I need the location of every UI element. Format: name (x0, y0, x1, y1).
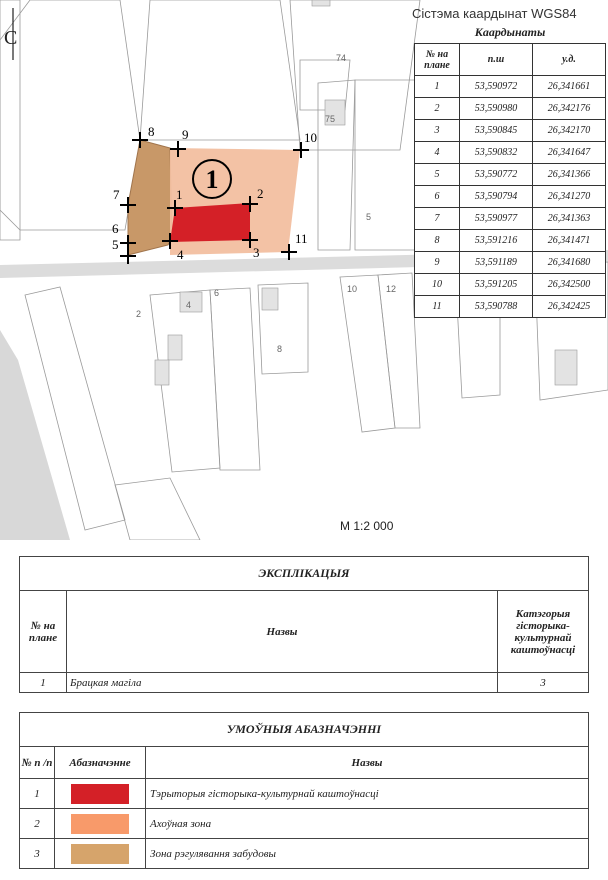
building (168, 335, 182, 360)
street-number: 5 (366, 212, 372, 222)
coord-lon: 26,341363 (533, 208, 606, 230)
building (262, 288, 278, 310)
legend-swatch (71, 784, 129, 804)
explication-title: ЭКСПЛІКАЦЫЯ (20, 557, 589, 591)
coord-lat: 53,590972 (460, 76, 533, 98)
expl-header-number: № на плане (20, 591, 67, 673)
map-scale: М 1:2 000 (340, 519, 394, 533)
coord-lat: 53,590788 (460, 296, 533, 318)
legend-title: УМОЎНЫЯ АБАЗНАЧЭННІ (20, 713, 589, 747)
legend-header-name: Назвы (146, 747, 589, 779)
coord-row (415, 252, 606, 274)
coord-lat: 53,590977 (460, 208, 533, 230)
street-number: 10 (347, 284, 358, 294)
coord-lat: 53,590832 (460, 142, 533, 164)
point-label: 10 (304, 130, 317, 145)
coord-number: 11 (415, 296, 460, 318)
coord-lat: 53,590845 (460, 120, 533, 142)
legend-header-symbol: Абазначэнне (55, 747, 146, 779)
explication-table (19, 556, 589, 693)
coord-row (415, 230, 606, 252)
coord-lat: 53,591205 (460, 274, 533, 296)
svg-text:С: С (4, 27, 18, 49)
coord-lat: 53,590794 (460, 186, 533, 208)
coord-lat: 53,590980 (460, 98, 533, 120)
legend-name: Ахоўная зона (146, 809, 589, 839)
legend-number: 3 (20, 839, 55, 869)
coord-lon: 26,342170 (533, 120, 606, 142)
street-number: 6 (214, 288, 220, 298)
legend-name: Тэрыторыя гісторыка-культурнай каштоўнасці (146, 779, 589, 809)
legend-symbol (55, 779, 146, 809)
point-label: 1 (176, 187, 183, 202)
legend-header-number: № п /п (20, 747, 55, 779)
col-header-lon: у.д. (533, 44, 606, 76)
legend-symbol (55, 809, 146, 839)
col-header-number: № на плане (415, 44, 460, 76)
point-label: 3 (253, 245, 260, 260)
coord-row (415, 142, 606, 164)
point-label: 11 (295, 231, 308, 246)
coord-lat: 53,591216 (460, 230, 533, 252)
legend-symbol (55, 839, 146, 869)
legend-number: 2 (20, 809, 55, 839)
point-label: 8 (148, 124, 155, 139)
street-number: 74 (336, 53, 347, 63)
point-label: 2 (257, 186, 264, 201)
coord-number: 5 (415, 164, 460, 186)
col-header-lat: п.ш (460, 44, 533, 76)
coord-lat: 53,591189 (460, 252, 533, 274)
point-label: 7 (113, 187, 120, 202)
coord-number: 2 (415, 98, 460, 120)
expl-row-name: Брацкая магіла (67, 673, 498, 693)
coord-number: 3 (415, 120, 460, 142)
coord-number: 10 (415, 274, 460, 296)
building (312, 0, 330, 6)
coord-lon: 26,341661 (533, 76, 606, 98)
coord-lon: 26,341366 (533, 164, 606, 186)
legend-row (20, 809, 589, 839)
coord-number: 7 (415, 208, 460, 230)
street-number: 4 (186, 300, 192, 310)
point-label: 6 (112, 221, 119, 236)
expl-header-category: Катэгорыя гісторыка-культурнай каштоўнасці (498, 591, 589, 673)
point-label: 5 (112, 237, 119, 252)
coord-number: 4 (415, 142, 460, 164)
street-number: 12 (386, 284, 397, 294)
coord-row (415, 296, 606, 318)
coord-lon: 26,342500 (533, 274, 606, 296)
coord-row (415, 164, 606, 186)
coord-row (415, 76, 606, 98)
coord-row (415, 208, 606, 230)
coordinates-title: Каардынаты (474, 25, 546, 39)
legend-swatch (71, 844, 129, 864)
coord-lon: 26,341471 (533, 230, 606, 252)
legend-row (20, 779, 589, 809)
coord-row (415, 120, 606, 142)
building (155, 360, 169, 385)
point-label: 4 (177, 247, 184, 262)
legend-table (19, 712, 589, 869)
coord-lon: 26,341647 (533, 142, 606, 164)
coord-number: 6 (415, 186, 460, 208)
expl-row-number: 1 (20, 673, 67, 693)
coord-row (415, 98, 606, 120)
legend-number: 1 (20, 779, 55, 809)
street-number: 8 (277, 344, 283, 354)
coord-row (415, 274, 606, 296)
coordinate-system-label: Сістэма каардынат WGS84 (412, 6, 577, 21)
expl-header-name: Назвы (67, 591, 498, 673)
street-number: 2 (136, 309, 142, 319)
coord-lon: 26,342176 (533, 98, 606, 120)
coordinates-table (414, 43, 606, 318)
coord-number: 8 (415, 230, 460, 252)
point-label: 9 (182, 127, 189, 142)
legend-name: Зона рэгулявання забудовы (146, 839, 589, 869)
legend-swatch (71, 814, 129, 834)
coord-lat: 53,590772 (460, 164, 533, 186)
building (555, 350, 577, 385)
expl-row-category: 3 (498, 673, 589, 693)
legend-row (20, 839, 589, 869)
coord-number: 1 (415, 76, 460, 98)
site-number: 1 (205, 165, 219, 194)
coord-lon: 26,342425 (533, 296, 606, 318)
coord-lon: 26,341680 (533, 252, 606, 274)
coord-number: 9 (415, 252, 460, 274)
coord-row (415, 186, 606, 208)
coord-lon: 26,341270 (533, 186, 606, 208)
street-number: 75 (325, 114, 336, 124)
